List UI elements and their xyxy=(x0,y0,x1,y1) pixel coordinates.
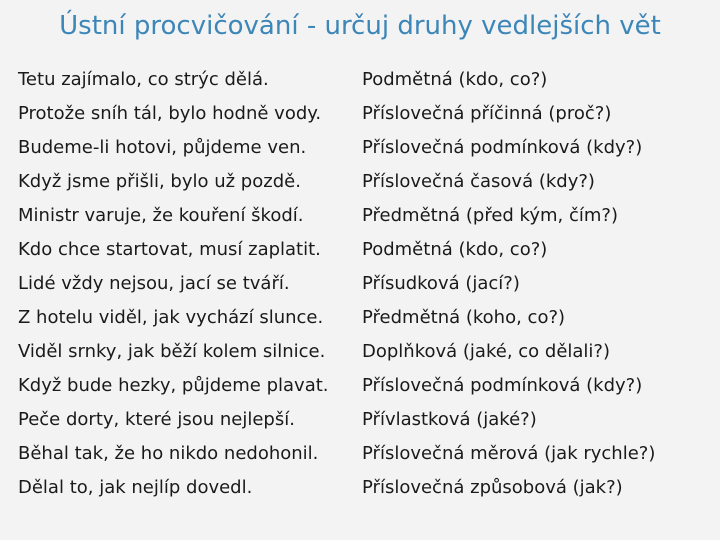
sentence-text: Z hotelu viděl, jak vychází slunce. xyxy=(18,307,324,328)
exercise-row xyxy=(18,369,708,403)
clause-type-answer: Příslovečná způsobová (jak?) xyxy=(362,477,623,498)
clause-type-answer: Přísudková (jací?) xyxy=(362,273,520,294)
sentence-text: Viděl srnky, jak běží kolem silnice. xyxy=(18,341,326,362)
clause-type-answer: Podmětná (kdo, co?) xyxy=(362,69,548,90)
exercise-row xyxy=(18,233,708,267)
clause-type-answer: Přívlastková (jaké?) xyxy=(362,409,537,430)
sentence-text: Protože sníh tál, bylo hodně vody. xyxy=(18,103,322,124)
exercise-row xyxy=(18,301,708,335)
clause-type-answer: Předmětná (koho, co?) xyxy=(362,307,566,328)
exercise-row xyxy=(18,267,708,301)
clause-type-answer: Předmětná (před kým, čím?) xyxy=(362,205,618,226)
exercise-row xyxy=(18,165,708,199)
clause-type-answer: Doplňková (jaké, co dělali?) xyxy=(362,341,611,362)
sentence-text: Budeme-li hotovi, půjdeme ven. xyxy=(18,137,307,158)
exercise-row xyxy=(18,63,708,97)
clause-type-answer: Příslovečná měrová (jak rychle?) xyxy=(362,443,656,464)
sentence-text: Běhal tak, že ho nikdo nedohonil. xyxy=(18,443,319,464)
slide-title: Ústní procvičování - určuj druhy vedlejších vět xyxy=(59,11,661,41)
exercise-row xyxy=(18,403,708,437)
exercise-row xyxy=(18,97,708,131)
clause-type-answer: Podmětná (kdo, co?) xyxy=(362,239,548,260)
clause-type-answer: Příslovečná časová (kdy?) xyxy=(362,171,595,192)
exercise-row xyxy=(18,335,708,369)
sentence-text: Peče dorty, které jsou nejlepší. xyxy=(18,409,295,430)
sentence-text: Když jsme přišli, bylo už pozdě. xyxy=(18,171,301,192)
exercise-row xyxy=(18,471,708,505)
sentence-text: Tetu zajímalo, co strýc dělá. xyxy=(18,69,269,90)
sentence-text: Ministr varuje, že kouření škodí. xyxy=(18,205,304,226)
exercise-row xyxy=(18,437,708,471)
clause-type-answer: Příslovečná podmínková (kdy?) xyxy=(362,375,643,396)
clause-type-answer: Příslovečná podmínková (kdy?) xyxy=(362,137,643,158)
clause-type-answer: Příslovečná příčinná (proč?) xyxy=(362,103,612,124)
exercise-row xyxy=(18,199,708,233)
sentence-text: Dělal to, jak nejlíp dovedl. xyxy=(18,477,253,498)
sentence-text: Když bude hezky, půjdeme plavat. xyxy=(18,375,329,396)
exercise-list xyxy=(18,63,708,505)
exercise-row xyxy=(18,131,708,165)
sentence-text: Lidé vždy nejsou, jací se tváří. xyxy=(18,273,290,294)
sentence-text: Kdo chce startovat, musí zaplatit. xyxy=(18,239,321,260)
